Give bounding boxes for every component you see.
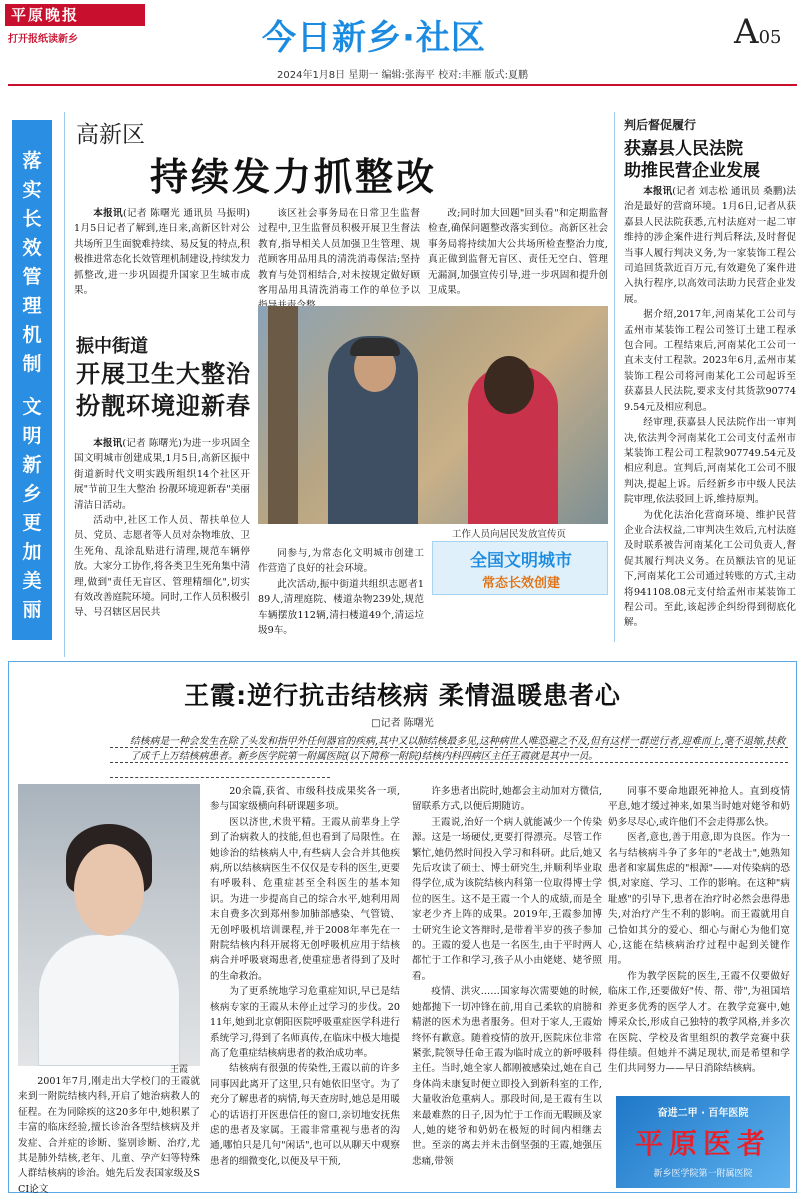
banner-char: 美 xyxy=(22,570,42,592)
banner-char: 理 xyxy=(22,295,42,317)
zhenzhong-photo-caption: 工作人员向居民发放宣传页 xyxy=(452,529,567,540)
zhenzhong-kicker: 振中街道 xyxy=(76,336,148,357)
gaoxin-column-2: 该区社会事务局在日常卫生监督过程中,卫生监督员积极开展卫生督法教育,指导相关人员加强卫生管理、规范顾客用品用具的清洗消毒保洁;坚持教育与处罚相结合,对未按规定做好顾客用品用具清洗消毒工作的单位予以 xyxy=(258,208,420,297)
vertical-slogan-banner xyxy=(12,120,52,640)
court-body: 本报讯(记者 刘志松 通讯员 桑鹏)法治是最好的营商环境。1月6日,记者从获嘉县人民法院获悉,亢村法庭对一起二审维持的涉企案件进行判后释法,及时督促当事人履行判决义务,为一家装饰工程公司追回货款近百万元,有效避免了案件进入执行程序,以高效司法助力民营企业发展。 据介绍,2017年,河南某化工公司与孟州市某装饰工程公司签订土建工程承包合同。工程结束后,河南某化工公司一直未支付工程款。2023年6月,孟州市某装饰工程公司将河南某化工公司起诉至获嘉县人民法院,要求支付其货款907749.54元及相应利息。 经审理,获嘉县人民法院作出一审判决,依法判令河南某化工公司支付孟州市某装饰工程公司工程款907749.54元及相应利息。宣判后,河南某化工公司不服判决,提起上诉。后经新乡市中级人民法院审理,依法驳回上诉,维持原判。 为优化法治化营商环境、维护民营企业合法权益,二审判决生效后,亢村法庭及时联系被告河南某化工公司负责人,督促其履行判决义务。在员额法官的见证下,河南某化工公司通过转账的方式,主动将941108.08元支付给孟州市某装饰工程公司。至此,该起涉企纠纷得到彻底化解。 xyxy=(624,186,796,629)
wangxia-column-4: 同事不要命地跟死神抢人。直到疫情平息,她才缓过神来,如果当时她对姥爷和奶奶多尽尽心,或许他们不会走得那么快。 医者,意也,善于用意,即为良医。作为一名与结核病斗争了多年的"老战士",她熟知患者和家属焦虑的"根源"——对传染病的恐惧,对家庭、学习、工作的影响。在这种"病耻感"的引导下,患者在治疗时必然会患得患失,对治疗产生不利的影响。而王霞就用自己恰如其分的爱心、细心与耐心为他们宽心,这能在结核病治疗过程中起到关键作用。 作为教学医院的医生,王霞不仅要做好临床工作,还要做好"传、帮、带",为祖国培养更多优秀的医学人才。在教学竞赛中,她博采众长,形成自己独特的教学风格,并多次在医院、学校及省里组织的教学竞赛中获得佳绩。但她并不满足现状,而是希望和学生们共同努力——早日消除结核病。 xyxy=(608,786,790,1075)
wangxia-headline: 王霞:逆行抗击结核病 柔情温暖患者心 xyxy=(184,681,621,710)
lead-underline-2 xyxy=(110,762,788,763)
portrait-white-coat xyxy=(38,934,180,1066)
lead-underline-1 xyxy=(110,747,788,748)
wangxia-portrait xyxy=(18,784,200,1066)
column-divider-right xyxy=(614,112,615,642)
zhenzhong-photo xyxy=(258,306,608,524)
banner-char: 乡 xyxy=(22,483,42,505)
court-headline-line2: 助推民营企业发展 xyxy=(624,161,760,181)
banner-char: 机 xyxy=(22,324,42,346)
wangxia-byline: □记者 陈曙光 xyxy=(371,718,434,729)
gaoxin-column-3: 改;同时加大回题"回头看"和定期监督检查,确保问题整改落实到位。高新区社会事务局将持续加大公共场所检查整治力度,真正做到监督无盲区、责任无空白、管理无漏洞,加强宣传引导,进一步巩固和提升创卫成果。 xyxy=(428,208,608,297)
wangxia-column-3: 许多患者出院时,她都会主动加对方微信,留联系方式,以便后期随访。 王霞说,治好一个病人就能减少一个传染源。这是一场硬仗,更要打得漂亮。尽管工作繁忙,她仍然时间投入学习和科研。此后,她又先后攻读了硕士、博士研究生,并顺利毕业取得学位,成为该院结核内科第一位取得博士学位的医生。这不是王霞一个人的成绩,而是全家老少齐上阵的成果。2019年,王霞参加博士研究生论文答辩时,是带着半岁的孩子参加的。王霞的爱人也是一名医生,由于平时两人都忙于工作和学习,孩子从小由姥姥、姥爷照看。 疫情、洪灾……国家每次需要她的时候,她都抛下一切冲锋在前,用自己柔软的肩膀和精湛的医术为患者服务。但对于家人,王霞始终怀有歉意。随着疫情的放开,医院床位非常紧张,院领导任命王霞为临时成立的新呼吸科主任。当时,她全家人都刚被感染过,她在自己身体尚未康复时便立即投入到新科室的工作,大量收治危重病人。那段时间,是王霞有生以来最难熬的日子,因为忙于工作而无暇顾及家人,她的姥爷和奶奶在极短的时间内相继去世。至亲的离去并未击倒坚强的王霞,她强压悲痛,带领 xyxy=(412,786,602,1167)
gaoxin-headline: 持续发力抓整改 xyxy=(150,155,438,199)
banner-char: 管 xyxy=(22,266,42,288)
wangxia-lead: 结核病是一种会发生在除了头发和指甲外任何器官的疾病,其中又以肺结核最多见,这种病世人唯恐避之不及,但有这样一群逆行者,迎难而上,毫不退缩,扶救了成千上万结核病患者。新乡医学院第一附属医院(以下简称一附院)结核内科四病区主任王霞就是其中一员。 xyxy=(130,736,786,763)
banner-char: 加 xyxy=(22,541,42,563)
wangxia-portrait-caption: 王霞 xyxy=(170,1065,189,1075)
banner-char: 更 xyxy=(22,512,42,534)
banner-char: 文 xyxy=(22,396,42,418)
banner-char: 新 xyxy=(22,454,42,476)
page-letter: A xyxy=(734,12,759,52)
photo-worker-head xyxy=(484,356,534,414)
banner-char: 落 xyxy=(22,150,42,172)
banner-char: 明 xyxy=(22,425,42,447)
wangxia-column-2: 20余篇,获省、市级科技成果奖各一项,参与国家级横向科研课题多项。 医以济世,术贵平精。王霞从前辈身上学到了治病救人的技能,但也看到了局限性。在她诊治的结核病人中,有些病人会合并其他疾病,所以结核病医生不仅仅是专科的医生,更要有呼吸科、危重症甚至全科医生的基本知识。为进一步提高自己的综合水平,她利用周末自费多次到郑州参加肺部感染、气管镜、无创呼吸机培训课程,并于2008年率先在一附院结核内科开展将无创呼吸机应用于结核病合并呼吸衰竭患者,使重症患者得到了及时的生命救治。 为了更系统地学习危重症知识,早已是结核病专家的王霞从未停止过学习的步伐。2011年,她到北京朝阳医院呼吸重症医学科进行系统学习,得到了名师真传,在临床中极大地提高了危重症结核病患者的救治成功率。 结核病有很强的传染性,王霞以前的许多同事因此离开了这里,只有她依旧坚守。为了充分了解患者的病情,每天查房时,她总是用暖心的话语打开医患信任的窗口,亲切地安抚焦虑的患者及家属。王霞非常重视与患者的沟通,哪怕只是几句"闲话",也可以从聊天中观察患者的细微变化,以便及早干预, xyxy=(210,786,400,1167)
page-digits: 05 xyxy=(758,27,782,48)
column-divider-left xyxy=(64,112,65,657)
edition-info: 2024年1月8日 星期一 编辑:张海平 校对:丰雁 版式:夏鹏 xyxy=(277,70,528,81)
civilized-city-badge xyxy=(432,541,608,595)
hospital-banner xyxy=(616,1096,790,1188)
banner-hospital-name: 新乡医学院第一附属医院 xyxy=(653,1169,753,1179)
gaoxin-kicker: 高新区 xyxy=(76,122,145,148)
banner-tagline: 奋进二甲 · 百年医院 xyxy=(657,1108,749,1119)
portrait-face xyxy=(74,844,144,936)
banner-char: 效 xyxy=(22,237,42,259)
banner-char: 实 xyxy=(22,179,42,201)
court-headline-line1: 获嘉县人民法院 xyxy=(624,139,743,159)
banner-char: 制 xyxy=(22,353,42,375)
court-kicker: 判后督促履行 xyxy=(624,118,697,132)
badge-subtitle: 常态长效创建 xyxy=(481,576,560,591)
section-title: 今日新乡·社区 xyxy=(262,18,486,58)
gaoxin-column-1: 本报讯(记者 陈曙光 通讯员 马振明)1月5日记者了解到,连日来,高新区针对公共场所卫生面貌难持续、易反复的特点,积极推进常态化长效管理机制建设,持续发力抓整改,进一步巩固提升国家卫生城市成果。 xyxy=(74,208,251,297)
masthead-divider xyxy=(8,84,797,86)
newspaper-logo: 平原晚报 xyxy=(5,4,145,26)
badge-title: 全国文明城市 xyxy=(470,551,572,571)
zhenzhong-headline-line2: 扮靓环境迎新春 xyxy=(76,392,251,420)
banner-char: 丽 xyxy=(22,599,42,621)
newspaper-slogan: 打开报纸读新乡 xyxy=(8,34,78,45)
page-number xyxy=(734,12,781,52)
zhenzhong-column-2: 同参与,为常态化文明城市创建工作营造了良好的社会环境。 此次活动,振中街道共组织志愿者189人,清理庭院、楼道杂物239处,规范车辆摆放112辆,清扫楼道49个,清运垃圾9车。 xyxy=(258,548,424,637)
lead-underline-3 xyxy=(110,777,330,778)
banner-char: 长 xyxy=(22,208,42,230)
photo-man-hat xyxy=(350,338,400,356)
banner-title: 平原医者 xyxy=(634,1127,771,1160)
zhenzhong-column-1: 本报讯(记者 陈曙光)为进一步巩固全国文明城市创建成果,1月5日,高新区振中街道新时代文明实践所组织14个社区开展"节前卫生大整治 扮靓环境迎新春"美丽清洁日活动。 活动中,社区工作人员、帮扶单位人员、党员、志愿者等人员对杂物堆放、卫生死角、乱涂乱贴进行清理,规范车辆停放。大家分工协作,将各类卫生死角集中清理,做到"责任无盲区、管理精细化",切实有效改善庭院环境。同时,工作人员积极引导、号召辖区居民共 xyxy=(74,438,250,619)
wangxia-column-1: 2001年7月,刚走出大学校门的王霞就来到一附院结核内科,开启了她治病救人的征程。在为同除疾的这20多年中,她积累了丰富的临床经验,擅长诊治各型结核病及并发症、合并症的诊断、鉴别诊断、治疗,尤其是肺外结核,老年、儿童、孕产妇等特殊人群结核病的诊治。她先后发表国家级及SCI论文 xyxy=(18,1076,200,1195)
zhenzhong-headline-line1: 开展卫生大整治 xyxy=(76,360,251,388)
photo-tree xyxy=(268,306,298,524)
